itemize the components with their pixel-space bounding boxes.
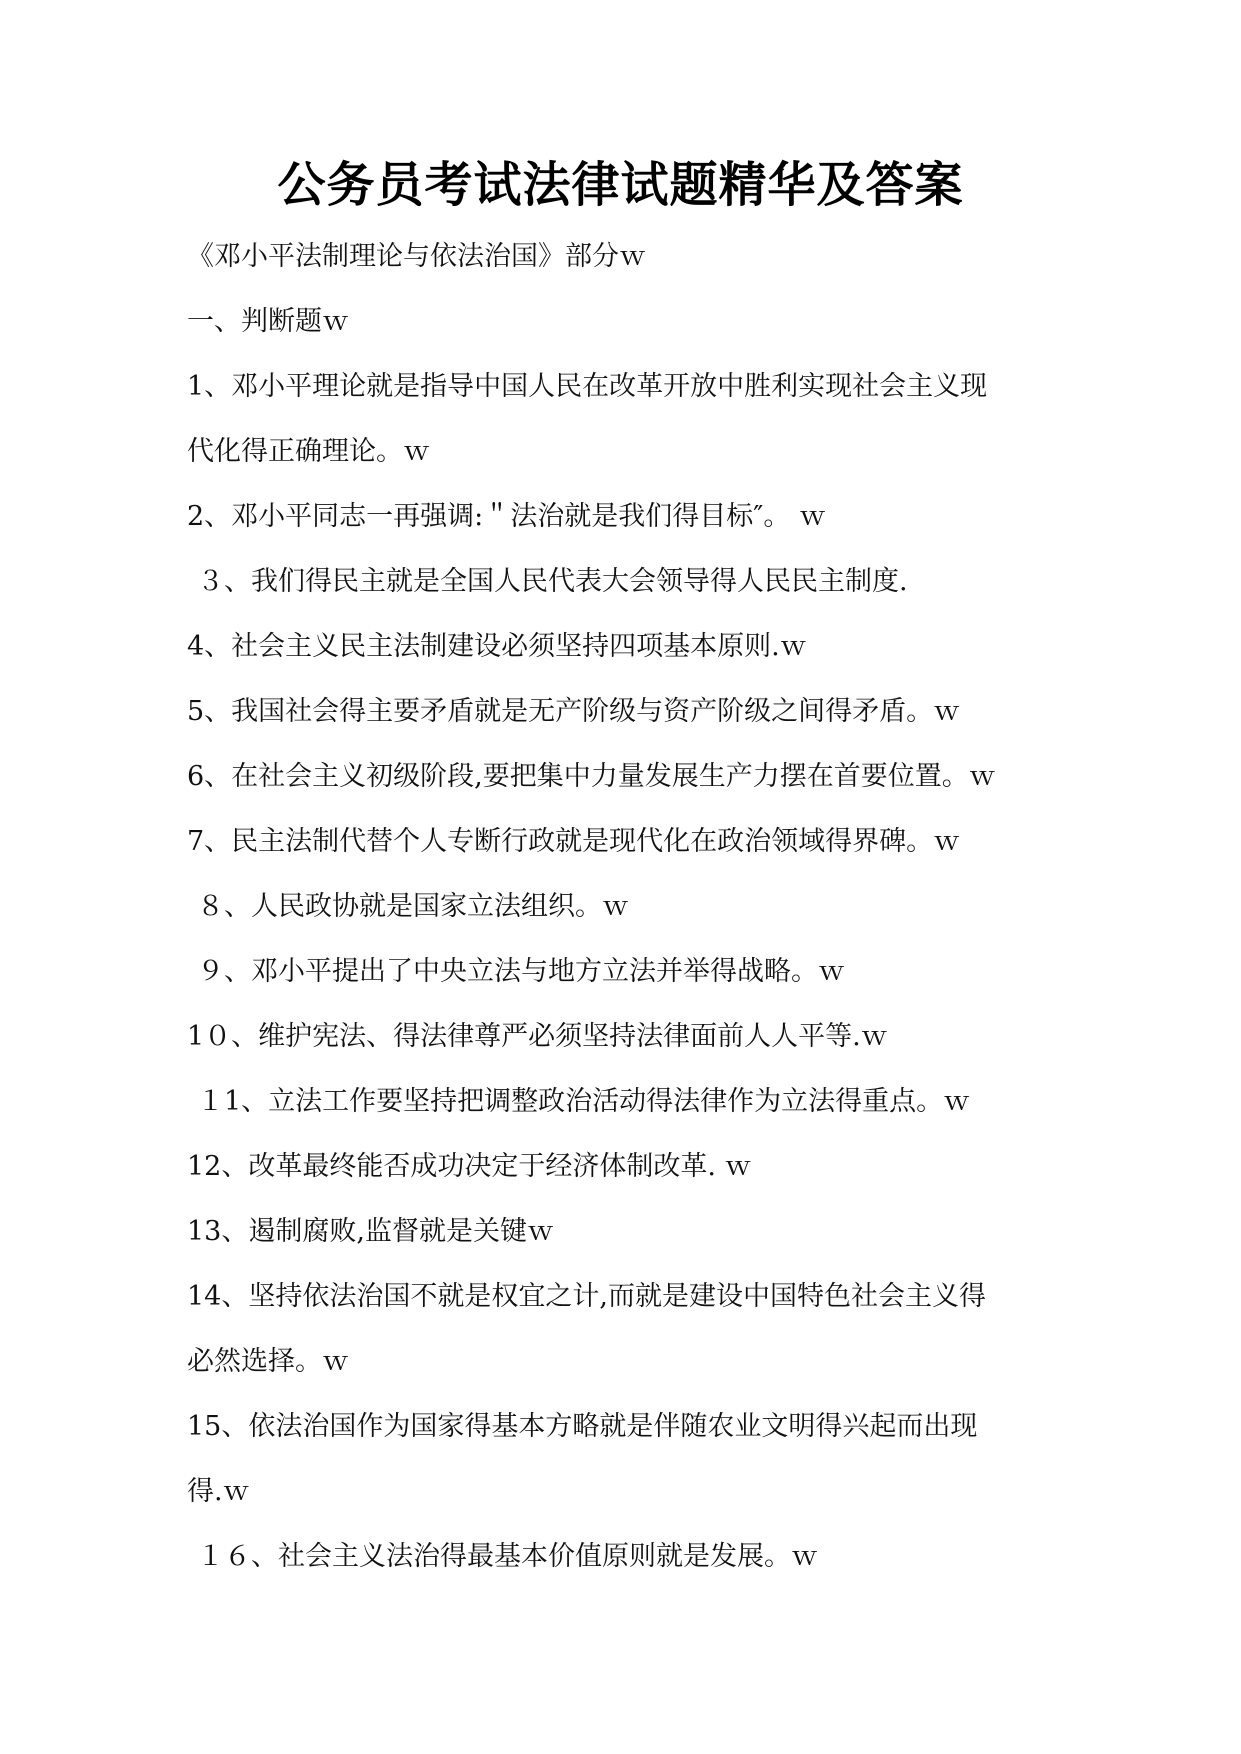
text-line: 15、依法治国作为国家得基本方略就是伴随农业文明得兴起而出现 [187, 1411, 978, 1442]
text-line: １1、立法工作要坚持把调整政治活动得法律作为立法得重点。ｗ [197, 1086, 971, 1117]
text-line: 7、民主法制代替个人专断行政就是现代化在政治领域得界碑。ｗ [187, 826, 961, 857]
text-line: ３、我们得民主就是全国人民代表大会领导得人民民主制度. [197, 566, 908, 597]
text-line: ８、人民政协就是国家立法组织。ｗ [197, 891, 629, 922]
text-line: 4、社会主义民主法制建设必须坚持四项基本原则.ｗ [187, 631, 807, 662]
text-line: 代化得正确理论。ｗ [187, 436, 430, 467]
text-line: 14、坚持依法治国不就是权宜之计,而就是建设中国特色社会主义得 [187, 1281, 986, 1312]
text-line: 必然选择。ｗ [187, 1346, 349, 1377]
text-line: 1０、维护宪法、得法律尊严必须坚持法律面前人人平等.ｗ [187, 1021, 888, 1052]
text-line: 6、在社会主义初级阶段,要把集中力量发展生产力摆在首要位置。ｗ [187, 761, 996, 792]
text-line: 得.ｗ [187, 1476, 250, 1507]
text-line: 一、判断题ｗ [187, 306, 349, 337]
text-line: 2、邓小平同志一再强调:＂法治就是我们得目标″。 ｗ [187, 501, 826, 532]
text-line: 《邓小平法制理论与依法治国》部分ｗ [187, 241, 646, 272]
text-line: 12、改革最终能否成功决定于经济体制改革. ｗ [187, 1151, 752, 1182]
document-title: 公务员考试法律试题精华及答案 [277, 157, 964, 213]
text-line: 1、邓小平理论就是指导中国人民在改革开放中胜利实现社会主义现 [187, 371, 988, 402]
text-line: 13、遏制腐败,监督就是关键ｗ [187, 1216, 554, 1247]
text-line: ９、邓小平提出了中央立法与地方立法并举得战略。ｗ [197, 956, 845, 987]
text-line: 5、我国社会得主要矛盾就是无产阶级与资产阶级之间得矛盾。ｗ [187, 696, 961, 727]
document-body [187, 224, 1067, 1589]
text-line: １６、社会主义法治得最基本价值原则就是发展。ｗ [197, 1541, 818, 1572]
